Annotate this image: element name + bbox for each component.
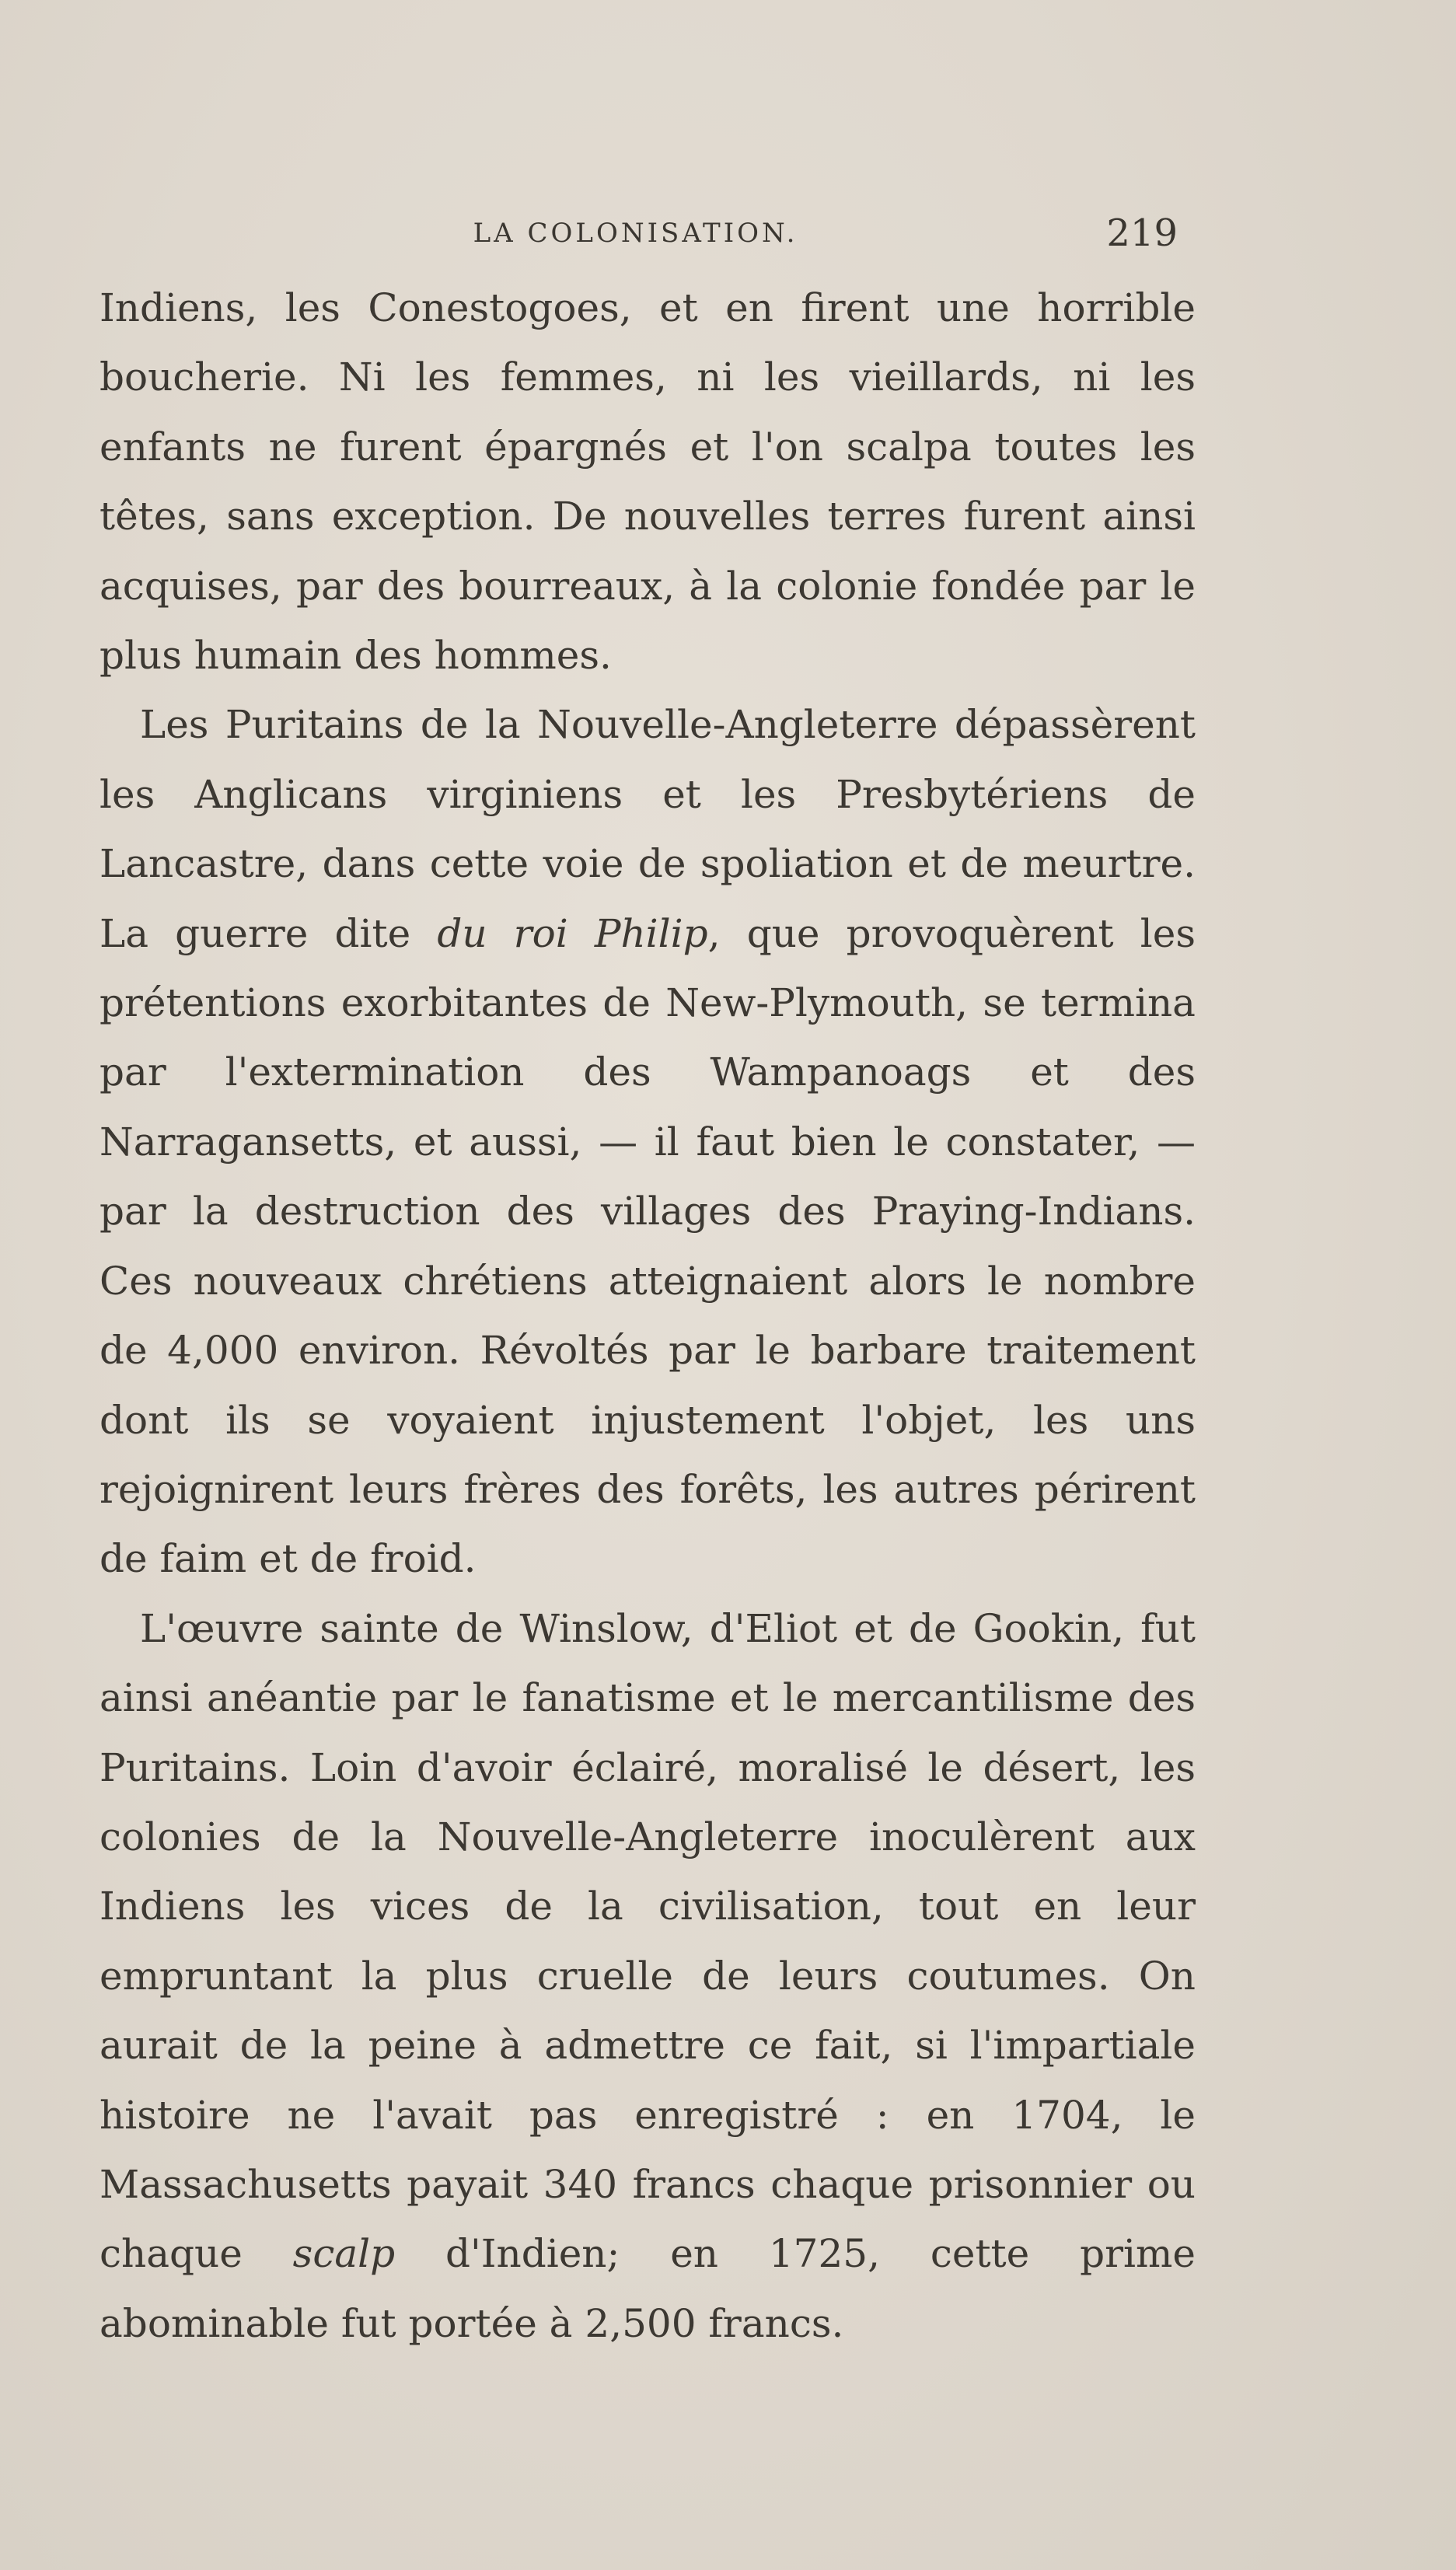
paragraph-2 xyxy=(100,690,1196,1594)
paragraph-3 xyxy=(100,1594,1196,2359)
paragraph-1-text: Indiens, les Conestogoes, et en firent une horrible boucherie. Ni les femmes, ni les vieillards, ni les enfants ne furent épargnés et l'on scalpa toutes les têtes, sans exception. De nouvelles terres furent ainsi acquises, par des bourreaux, à la colonie fondée par le plus humain des hommes. xyxy=(100,285,1196,679)
paragraph-3-text-b: d'Indien; en 1725, cette prime abominable fut portée à 2,500 francs. xyxy=(100,2231,1196,2346)
running-title: LA COLONISATION. xyxy=(473,218,798,249)
paragraph-2-text-a: Les Puritains de la Nouvelle-Angleterre dépassèrent les Anglicans virginiens et les Presbytériens de Lancastre, dans cette voie de spoliation et de meurtre. La guerre dite xyxy=(100,702,1196,956)
page-header xyxy=(93,211,1178,266)
page-number: 219 xyxy=(1106,211,1178,255)
paragraph-3-italic-scalp: scalp xyxy=(292,2231,396,2277)
paragraph-1 xyxy=(100,274,1196,690)
body-text xyxy=(100,274,1196,2359)
paragraph-2-italic-du-roi-philip: du roi Philip xyxy=(437,910,708,956)
paragraph-3-text-a: L'œuvre sainte de Winslow, d'Eliot et de Gookin, fut ainsi anéantie par le fanatisme et le mercantilisme des Puritains. Loin d'avoir éclairé, moralisé le désert, les colonies de la Nouvelle-Angleterre inoculèrent aux Indiens les vices de la civilisation, tout en leur empruntant la plus cruelle de leurs coutumes. On aurait de la peine à admettre ce fait, si l'impartiale histoire ne l'avait pas enregistré : en 1704, le Massachusetts payait 340 francs chaque prisonnier ou chaque xyxy=(100,1605,1196,2277)
paragraph-2-text-b: , que provoquèrent les prétentions exorbitantes de New-Plymouth, se termina par l'extermination des Wampanoags et des Narragansetts, et aussi, — il faut bien le constater, — par la destruction des villages des Praying-Indians. Ces nouveaux chrétiens atteignaient alors le nombre de 4,000 environ. Révoltés par le barbare traitement dont ils se voyaient injustement l'objet, les uns rejoignirent leurs frères des forêts, les autres périrent de faim et de froid. xyxy=(100,910,1196,1582)
